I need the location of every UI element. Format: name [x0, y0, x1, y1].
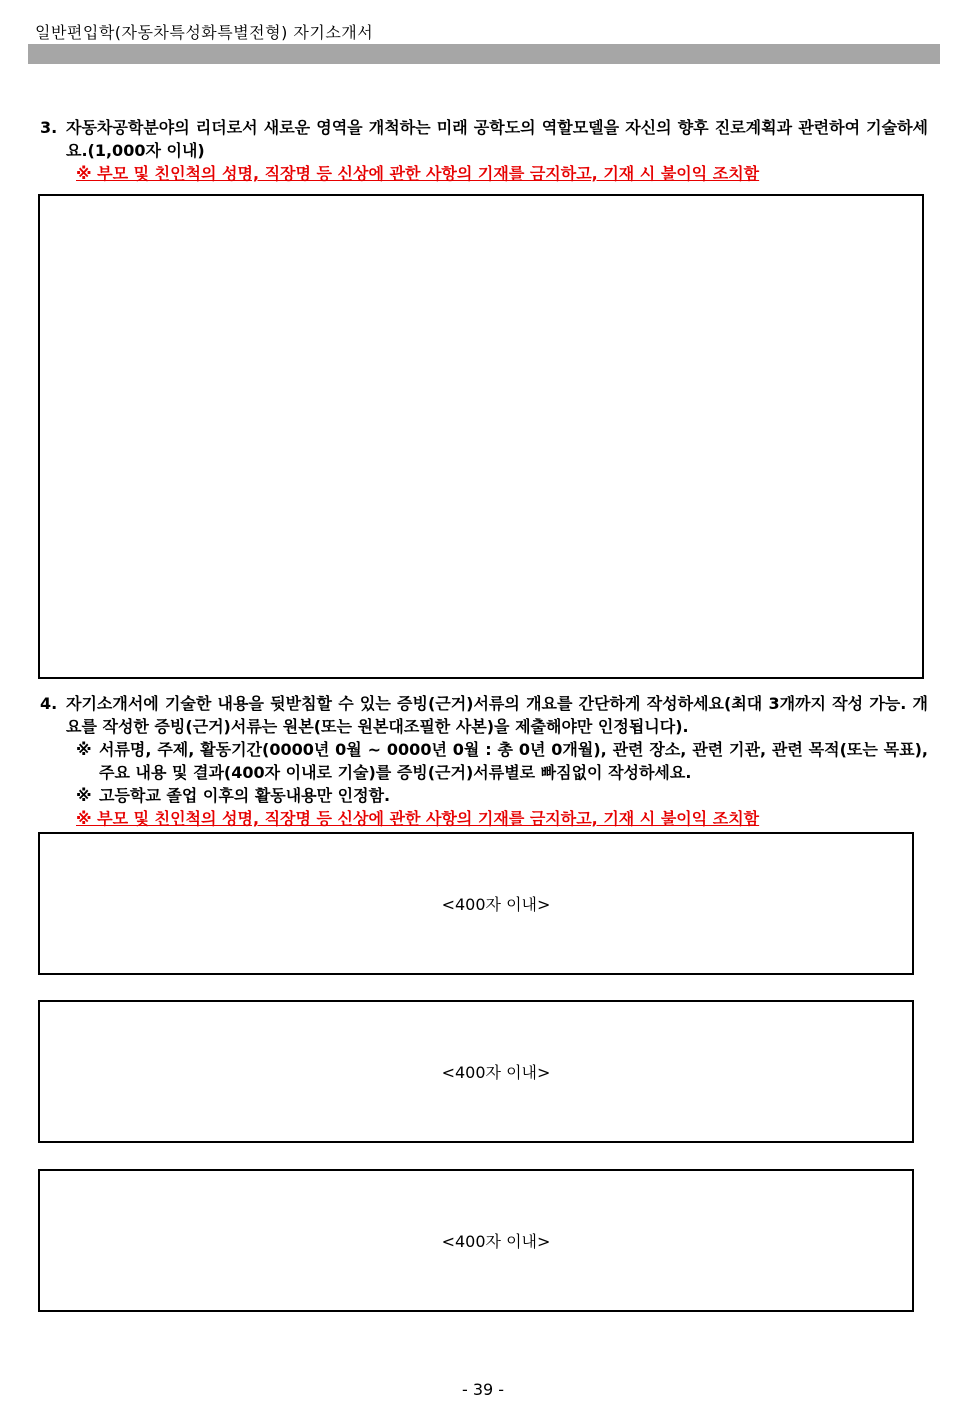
question-3-answer-box[interactable] — [38, 194, 924, 679]
question-3-warning: ※ 부모 및 친인척의 성명, 직장명 등 신상에 관한 사항의 기재를 금지하고, 기재 시 불이익 조치함 — [76, 164, 760, 183]
reference-mark-icon: ※ — [76, 786, 92, 805]
character-limit-label: <400자 이내> — [441, 895, 551, 914]
question-4-warning: ※ 부모 및 친인척의 성명, 직장명 등 신상에 관한 사항의 기재를 금지하고, 기재 시 불이익 조치함 — [76, 809, 760, 828]
document-header-title: 일반편입학(자동차특성화특별전형) 자기소개서 — [35, 23, 374, 42]
question-4 — [40, 692, 928, 830]
reference-mark-icon: ※ — [76, 740, 92, 759]
header-bar — [28, 44, 940, 64]
page-number: - 39 - — [461, 1380, 505, 1399]
question-4-note: ※ 서류명, 주제, 활동기간(0000년 0월 ~ 0000년 0월 : 총 0년 0개월), 관련 장소, 관련 기관, 관련 목적(또는 목표), 주요 내용 및 결과(400자 이내로 기술)를 증빙(근거)서류별로 빠짐없이 작성하세요. — [76, 740, 928, 782]
question-4-number: 4. — [40, 694, 58, 713]
evidence-answer-box-3[interactable] — [38, 1169, 914, 1312]
question-4-text: 자기소개서에 기술한 내용을 뒷받침할 수 있는 증빙(근거)서류의 개요를 간단하게 작성하세요(최대 3개까지 작성 가능. 개요를 작성한 증빙(근거)서류는 원본(또는 원본대조필한 사본)을 제출해야만 인정됩니다). — [66, 694, 928, 736]
evidence-answer-box-1[interactable] — [38, 832, 914, 975]
question-3-number: 3. — [40, 118, 58, 137]
question-4-note: ※ 고등학교 졸업 이후의 활동내용만 인정함. — [76, 786, 391, 805]
evidence-answer-box-2[interactable] — [38, 1000, 914, 1143]
question-3-text: 자동차공학분야의 리더로서 새로운 영역을 개척하는 미래 공학도의 역할모델을 자신의 향후 진로계획과 관련하여 기술하세요.(1,000자 이내) — [66, 118, 928, 160]
character-limit-label: <400자 이내> — [441, 1063, 551, 1082]
question-3 — [40, 116, 928, 185]
character-limit-label: <400자 이내> — [441, 1232, 551, 1251]
